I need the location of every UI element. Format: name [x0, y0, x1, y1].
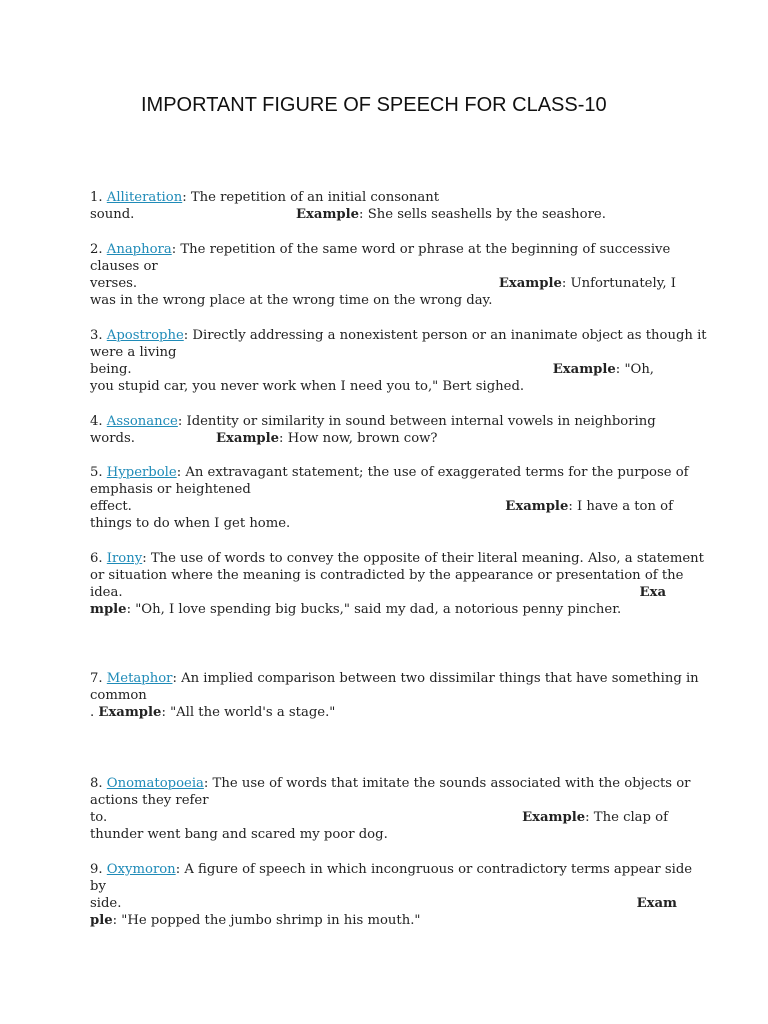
- example-text: How now, brown cow?: [287, 431, 438, 446]
- example-text: The clap of: [593, 810, 668, 825]
- example-text: "Oh, I love spending big bucks," said my dad, a notorious penny pincher.: [135, 602, 622, 617]
- example-text: you stupid car, you never work when I need you to," Bert sighed.: [90, 379, 525, 394]
- example-label: Example: [552, 362, 616, 377]
- term-link-alliteration[interactable]: Alliteration: [106, 190, 183, 205]
- example-text: "He popped the jumbo shrimp in his mouth.": [121, 913, 421, 928]
- entry-oxymoron: 9. Oxymoron: A figure of speech in which incongruous or contradictory terms appear side by side. Exam ple: "He popped the jumbo shrimp in his mouth.": [90, 862, 693, 928]
- entry-alliteration: 1. Alliteration: The repetition of an initial consonant sound. Example: She sells seashells by the seashore.: [90, 190, 606, 222]
- example-label-part: Exam: [636, 896, 677, 911]
- example-label: Example: [505, 499, 569, 514]
- entry-irony: 6. Irony: The use of words to convey the opposite of their literal meaning. Also, a statement or situation where the meaning is contradicted by the appearance or presentation of the idea. Exa mple: "Oh, I love spending big bucks," said my dad, a notorious penny pincher.: [90, 551, 704, 617]
- term-link-metaphor[interactable]: Metaphor: [106, 671, 173, 686]
- example-label-part: ple: [90, 913, 113, 928]
- term-link-assonance[interactable]: Assonance: [106, 414, 178, 429]
- example-label: Example: [522, 810, 586, 825]
- example-text: Unfortunately, I: [570, 276, 676, 291]
- entry-assonance: 4. Assonance: Identity or similarity in sound between internal vowels in neighboring words. Example: How now, brown cow?: [90, 414, 656, 446]
- example-label: Example: [296, 207, 360, 222]
- entry-apostrophe: 3. Apostrophe: Directly addressing a nonexistent person or an inanimate object as though it were a living being. Example: "Oh, you stupid car, you never work when I need you to," Bert sighed.: [90, 328, 707, 394]
- entry-hyperbole: 5. Hyperbole: An extravagant statement; the use of exaggerated terms for the purpose of emphasis or heightened effect. Example: I have a ton of things to do when I get home.: [90, 465, 689, 531]
- example-label: Example: [98, 705, 162, 720]
- example-text: "Oh,: [624, 362, 654, 377]
- entry-metaphor: 7. Metaphor: An implied comparison between two dissimilar things that have something in common . Example: "All the world's a stage.": [90, 671, 699, 720]
- term-link-irony[interactable]: Irony: [106, 551, 143, 566]
- example-text: I have a ton of: [576, 499, 673, 514]
- example-text: "All the world's a stage.": [170, 705, 336, 720]
- example-label-part: Exa: [639, 585, 666, 600]
- term-link-anaphora[interactable]: Anaphora: [106, 242, 172, 257]
- term-link-oxymoron[interactable]: Oxymoron: [106, 862, 176, 877]
- example-text: things to do when I get home.: [90, 516, 291, 531]
- example-label-part: mple: [90, 602, 127, 617]
- term-link-onomatopoeia[interactable]: Onomatopoeia: [106, 776, 204, 791]
- page-title: IMPORTANT FIGURE OF SPEECH FOR CLASS-10: [141, 94, 607, 116]
- entry-onomatopoeia: 8. Onomatopoeia: The use of words that imitate the sounds associated with the objects or actions they refer to. Example: The clap of thunder went bang and scared my poor dog.: [90, 776, 691, 842]
- term-link-apostrophe[interactable]: Apostrophe: [106, 328, 184, 343]
- example-text: She sells seashells by the seashore.: [367, 207, 606, 222]
- example-text: was in the wrong place at the wrong time on the wrong day.: [90, 293, 493, 308]
- example-text: thunder went bang and scared my poor dog.: [90, 827, 388, 842]
- example-label: Example: [216, 431, 280, 446]
- term-link-hyperbole[interactable]: Hyperbole: [106, 465, 177, 480]
- example-label: Example: [498, 276, 562, 291]
- entry-anaphora: 2. Anaphora: The repetition of the same word or phrase at the beginning of successive clauses or verses. Example: Unfortunately, I was in the wrong place at the wrong time on the wrong day.: [90, 242, 676, 308]
